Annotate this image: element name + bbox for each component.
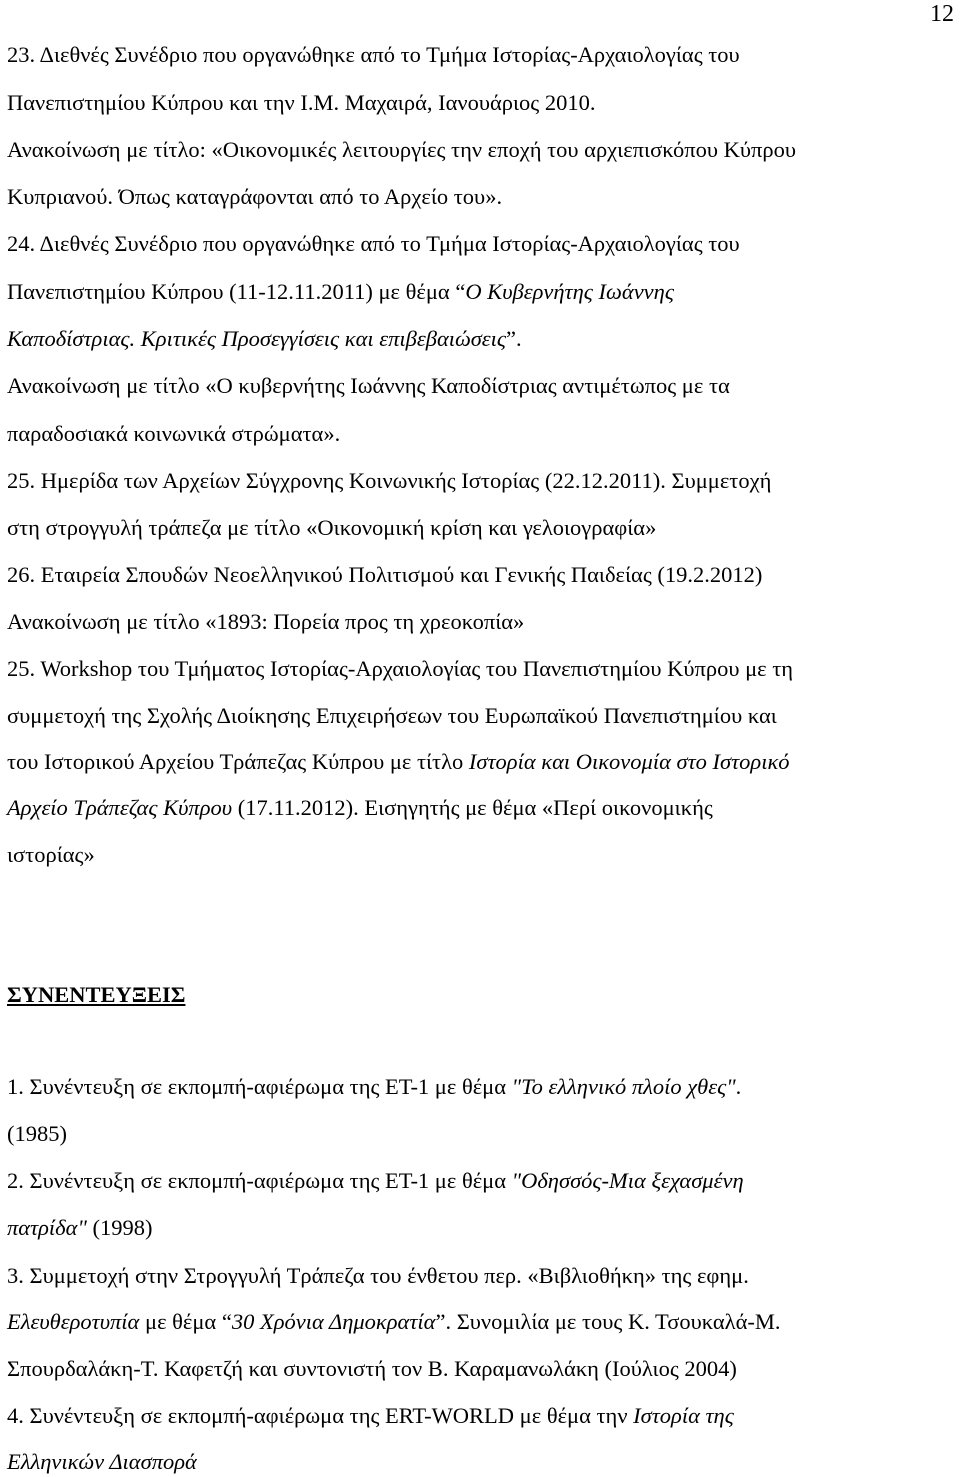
text-segment: (1985) — [7, 1121, 67, 1146]
text-segment: Ανακοίνωση με τίτλο «1893: Πορεία προς τη χρεοκοπία» — [7, 609, 525, 634]
italic-segment: Αρχείο Τράπεζας Κύπρου — [7, 795, 233, 820]
text-line — [7, 229, 740, 259]
text-segment: 26. Εταιρεία Σπουδών Νεοελληνικού Πολιτισμού και Γενικής Παιδείας (19.2.2012) — [7, 562, 763, 587]
text-line — [7, 419, 340, 449]
page-number: 12 — [930, 1, 954, 27]
text-line — [7, 466, 771, 496]
italic-segment: "Οδησσός-Μια ξεχασμένη — [511, 1168, 744, 1193]
text-line — [7, 513, 656, 543]
italic-segment: Ιστορία και Οικονομία στο Ιστορικό — [468, 749, 790, 774]
text-segment: 24. Διεθνές Συνέδριο που οργανώθηκε από το Τμήμα Ιστορίας-Αρχαιολογίας του — [7, 231, 740, 256]
italic-segment: Ο Κυβερνήτης Ιωάννης — [465, 279, 674, 304]
italic-segment: Ιστορία της — [633, 1403, 734, 1428]
text-segment: στη στρογγυλή τράπεζα με τίτλο «Οικονομική κρίση και γελοιογραφία» — [7, 515, 657, 540]
italic-segment: Ελευθεροτυπία — [7, 1309, 140, 1334]
text-line — [7, 324, 522, 354]
text-segment: συμμετοχή της Σχολής Διοίκησης Επιχειρήσεων του Ευρωπαϊκού Πανεπιστημίου και — [7, 703, 777, 728]
text-line — [7, 371, 730, 401]
text-segment: (1998) — [86, 1215, 153, 1240]
text-segment: Σπουρδαλάκη-Τ. Καφετζή και συντονιστή τον Β. Καραμανωλάκη (Ιούλιος 2004) — [7, 1356, 737, 1381]
text-segment: 1. Συνέντευξη σε εκπομπή-αφιέρωμα της ΕΤ-1 με θέμα — [7, 1074, 512, 1099]
text-segment: (17.11.2012). Εισηγητής με θέμα «Περί οικονομικής — [232, 795, 713, 820]
text-line — [7, 560, 762, 590]
text-segment: 23. Διεθνές Συνέδριο που οργανώθηκε από το Τμήμα Ιστορίας-Αρχαιολογίας του — [7, 42, 740, 67]
text-segment: ”. — [506, 326, 522, 351]
text-segment: Πανεπιστημίου Κύπρου (11-12.11.2011) με θέμα “ — [7, 279, 466, 304]
text-line — [7, 654, 793, 684]
text-line — [7, 747, 790, 777]
text-segment: Ανακοίνωση με τίτλο «Ο κυβερνήτης Ιωάννης Καποδίστριας αντιμέτωπος με τα — [7, 373, 730, 398]
text-line — [7, 1166, 744, 1196]
text-segment: ΣΥΝΕΝΤΕΥΞΕΙΣ — [7, 982, 186, 1007]
text-line — [7, 701, 777, 731]
text-line — [7, 1401, 734, 1431]
italic-segment: πατρίδα" — [7, 1215, 87, 1240]
text-line — [7, 840, 95, 870]
italic-segment: "Το ελληνικό πλοίο χθες" — [511, 1074, 736, 1099]
text-segment: Ανακοίνωση με τίτλο: «Οικονομικές λειτουργίες την εποχή του αρχιεπισκόπου Κύπρου — [7, 137, 797, 162]
text-segment: Κυπριανού. Όπως καταγράφονται από το Αρχείο του». — [7, 184, 503, 209]
text-segment: 4. Συνέντευξη σε εκπομπή-αφιέρωμα της ERT-WORLD με θέμα την — [7, 1403, 634, 1428]
text-segment: 25. Ημερίδα των Αρχείων Σύγχρονης Κοινωνικής Ιστορίας (22.12.2011). Συμμετοχή — [7, 468, 772, 493]
text-segment: ιστορίας» — [7, 842, 95, 867]
text-segment: 3. Συμμετοχή στην Στρογγυλή Τράπεζα του ένθετου περ. «Βιβλιοθήκη» της εφημ. — [7, 1263, 749, 1288]
text-segment: με θέμα “ — [139, 1309, 232, 1334]
text-line — [7, 277, 674, 307]
text-segment: Πανεπιστημίου Κύπρου και την Ι.Μ. Μαχαιρά, Ιανουάριος 2010. — [7, 90, 596, 115]
text-line — [7, 1072, 741, 1102]
text-line — [7, 1447, 197, 1477]
text-line — [7, 1261, 749, 1291]
italic-segment: Ελληνικών Διασπορά — [7, 1449, 197, 1474]
text-line — [7, 1119, 67, 1149]
text-segment: 25. Workshop του Τμήματος Ιστορίας-Αρχαιολογίας του Πανεπιστημίου Κύπρου με τη — [7, 656, 794, 681]
text-line — [7, 182, 502, 212]
text-segment: παραδοσιακά κοινωνικά στρώματα». — [7, 421, 341, 446]
text-line — [7, 607, 524, 637]
text-segment: του Ιστορικού Αρχείου Τράπεζας Κύπρου με τίτλο — [7, 749, 469, 774]
text-line — [7, 135, 796, 165]
text-line — [7, 40, 740, 70]
text-line — [7, 793, 713, 823]
text-line — [7, 1354, 737, 1384]
italic-segment: Καποδίστριας. Κριτικές Προσεγγίσεις και επιβεβαιώσεις — [7, 326, 507, 351]
text-line — [7, 88, 595, 118]
text-segment: ”. Συνομιλία με τους Κ. Τσουκαλά-Μ. — [435, 1309, 781, 1334]
text-line — [7, 1307, 781, 1337]
text-segment: 2. Συνέντευξη σε εκπομπή-αφιέρωμα της ΕΤ-1 με θέμα — [7, 1168, 512, 1193]
text-segment: . — [735, 1074, 742, 1099]
section-heading — [7, 980, 185, 1010]
text-line — [7, 1213, 153, 1243]
italic-segment: 30 Χρόνια Δημοκρατία — [231, 1309, 436, 1334]
